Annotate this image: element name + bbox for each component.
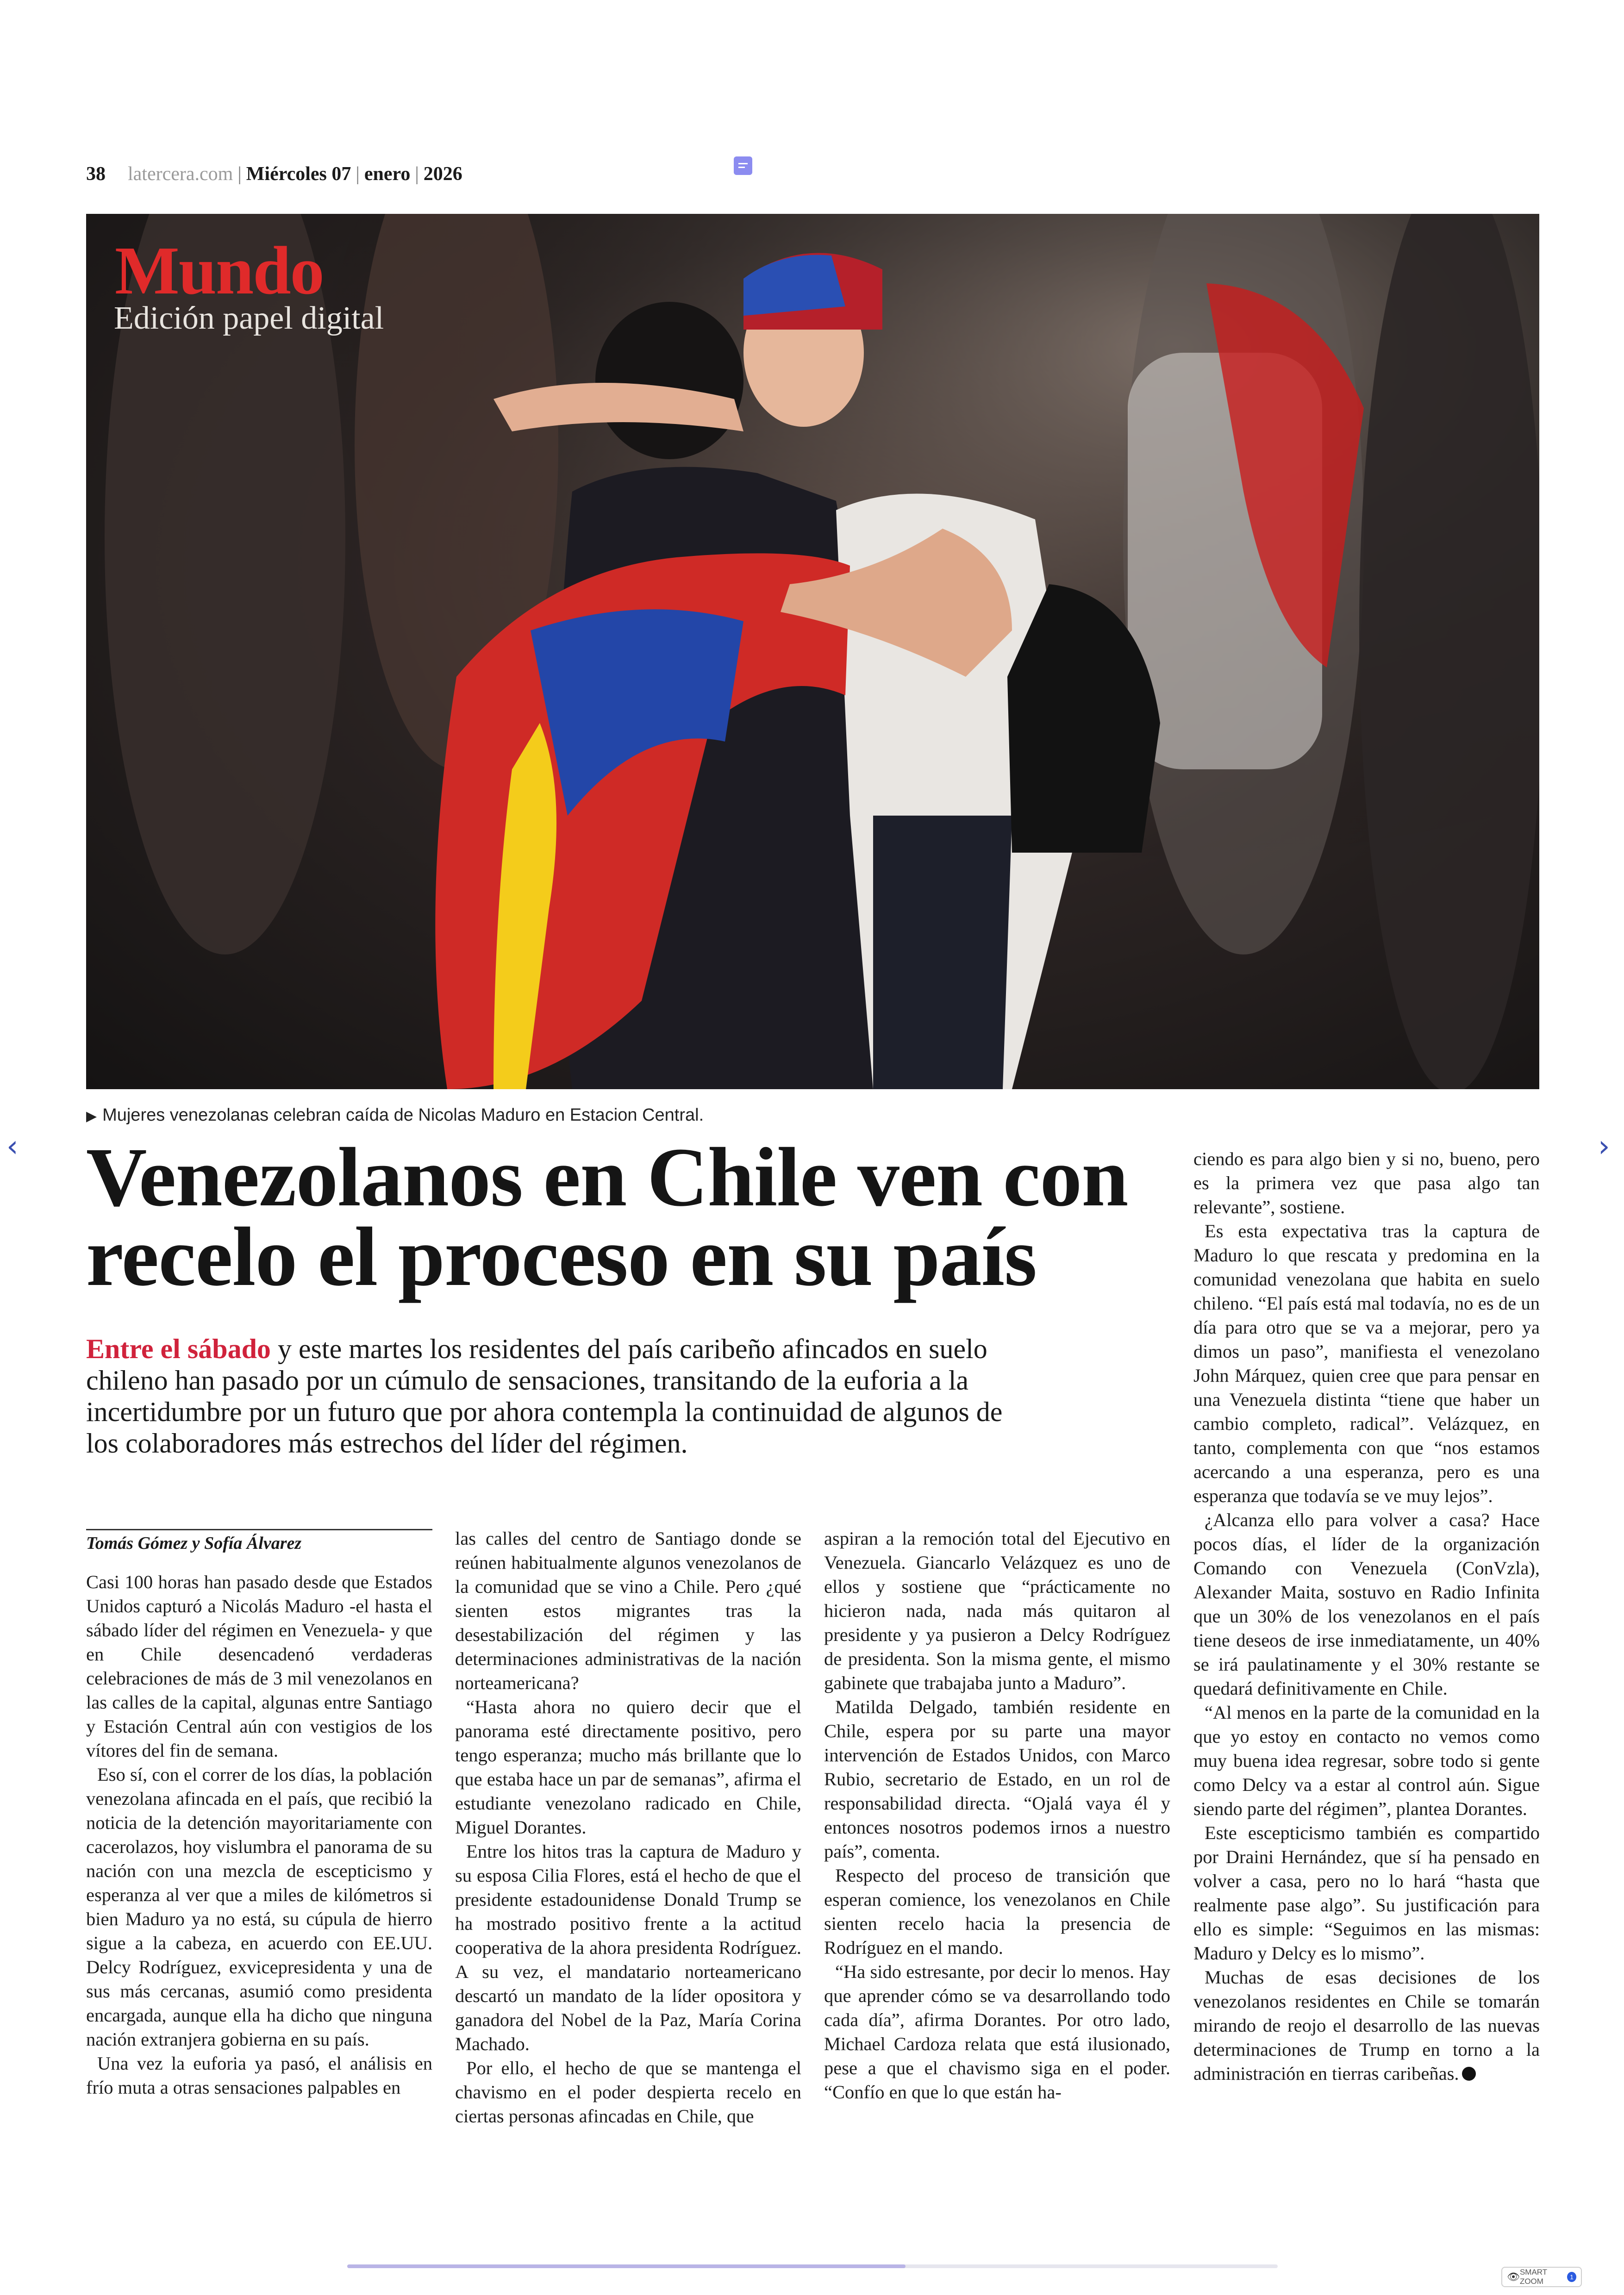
paragraph: Matilda Delgado, también residente en Chile, espera por su parte una mayor intervención de Estados Unidos, con Marco Rubio, secretario de Estado, en un rol de responsabilidad directa. “Ojalá vaya él y entonces nosotros podemos irnos a nuestro país”, comenta. (824, 1696, 1170, 1862)
paragraph: “Al menos en la parte de la comunidad en la que yo estoy en contacto no vemos como muy buena idea regresar, sobre todo si gente como Delcy va a estar al control aún. Sigue siendo parte del régimen”, plantea Dorantes. (1193, 1702, 1540, 1819)
reading-progress-bar[interactable] (347, 2264, 1278, 2268)
header-month: enero (364, 163, 411, 185)
lede-kicker: Entre el sábado (86, 1334, 271, 1364)
photo-caption (86, 1105, 704, 1125)
lead-photo (86, 214, 1539, 1089)
paragraph: Eso sí, con el correr de los días, la población venezolana afincada en el país, que recibió la noticia de la detención mayoritariamente con cacerolazos, hoy vislumbra el panorama de su nación con una mezcla de escepticismo y esperanza al ver que a miles de kilómetros si bien Maduro ya no está, su cúpula de hierro sigue a la cabeza, en acuerdo con EE.UU. Delcy Rodríguez, exvicepresidenta y una de sus más cercanas, asumió como presidenta encargada, aunque ella ha dicho que ninguna nación extranjera gobierna en su país. (86, 1764, 432, 2050)
paragraph: Casi 100 horas han pasado desde que Estados Unidos capturó a Nicolás Maduro -el hasta el sábado líder del régimen en Venezuela- y que en Chile desencadenó verdaderas celebraciones de más de 3 mil venezolanos en las calles de la capital, algunas entre Santiago y Estación Central aún con vestigios de los vítores del fin de semana. (86, 1572, 432, 1761)
paragraph: Respecto del proceso de transición que esperan comience, los venezolanos en Chile sienten recelo hacia la presencia de Rodríguez en el mando. (824, 1865, 1170, 1958)
paragraph: “Hasta ahora no quiero decir que el panorama esté directamente positivo, pero tengo esperanza; mucho más brillante que lo que estaba hace un par de semanas”, afirma el estudiante venezolano radicado en Chile, Miguel Dorantes. (455, 1696, 801, 1838)
caption-triangle-icon: ▶ (86, 1109, 97, 1124)
article-lede (86, 1333, 1031, 1459)
section-label: Mundo (115, 233, 324, 309)
paragraph: “Ha sido estresante, por decir lo menos. Hay que aprender cómo se va desarrollando todo cada día”, afirma Dorantes. Por otro lado, Michael Cardoza relata que está ilusionado, pese a que el chavismo siga en el poder. “Confío en que lo que están ha- (824, 1961, 1170, 2102)
lede-text: y este martes los residentes del país caribeño afincados en suelo chileno han pasado por un cúmulo de sensaciones, transitando de la euforia a la incertidumbre por un futuro que por ahora contempla la continuidad de algunos de los colaboradores más estrechos del líder del régimen. (86, 1334, 1003, 1459)
end-mark-icon (1462, 2067, 1476, 2081)
paragraph: ciendo es para algo bien y si no, bueno, pero es la primera vez que pasa algo tan relevante”, sostiene. (1193, 1148, 1540, 1217)
reading-progress-fill (347, 2264, 906, 2268)
note-icon[interactable] (734, 156, 752, 175)
eye-icon: 👁 (1507, 2271, 1520, 2283)
paragraph: Es esta expectativa tras la captura de Maduro lo que rescata y predomina en la comunidad venezolana que habita en suelo chileno. “El país está mal todavía, no es de un día para otro que se va a mejorar, pero ya dimos un paso”, manifiesta el venezolano John Márquez, quien cree que para pensar en una Venezuela distinta “tiene que haber un cambio completo, radical”. Velázquez, en tanto, complementa con que “nos estamos acercando a una esperanza, pero es una esperanza que todavía se ve muy lejos”. (1193, 1221, 1540, 1506)
paragraph: aspiran a la remoción total del Ejecutivo en Venezuela. Giancarlo Velázquez es uno de ellos y sostiene que “prácticamente no hicieron nada, nada más quitaron al presidente y ya pusieron a Delcy Rodríguez de presidenta. Son la misma gente, el mismo gabinete que trabajaba junto a Maduro”. (824, 1528, 1170, 1693)
header-separator: | (415, 163, 419, 185)
photo-illustration (86, 214, 1539, 1089)
byline-rule (86, 1529, 432, 1530)
body-column-3 (824, 1527, 1170, 2104)
body-column-1 (86, 1570, 432, 2100)
next-page-arrow-icon[interactable]: › (1598, 1129, 1610, 1164)
paragraph-text: Muchas de esas decisiones de los venezolanos residentes en Chile se tomarán mirando de reojo el desarrollo de las nuevas determinaciones de Trump en torno a la administración en tierras caribeñas. (1193, 1967, 1540, 2084)
header-separator: | (237, 163, 242, 185)
paragraph: Por ello, el hecho de que se mantenga el chavismo en el poder despierta recelo en ciertas personas afincadas en Chile, que (455, 2058, 801, 2127)
site-name: latercera.com (128, 163, 233, 185)
previous-page-arrow-icon[interactable]: ‹ (6, 1129, 19, 1164)
header-weekday-date: Miércoles 07 (246, 163, 351, 185)
byline: Tomás Gómez y Sofía Álvarez (86, 1534, 302, 1553)
edition-label: Edición papel digital (114, 300, 384, 336)
header-separator: | (356, 163, 360, 185)
caption-text: Mujeres venezolanas celebran caída de Nicolas Maduro en Estacion Central. (102, 1105, 704, 1125)
smart-zoom-badge: 1 (1567, 2272, 1576, 2282)
paragraph: Este escepticismo también es compartido por Draini Hernández, que sí ha pensado en volver a casa, pero no lo hará “hasta que realmente pase algo”. Su justificación para ello es simple: “Seguimos en las mismas: Maduro y Delcy es lo mismo”. (1193, 1822, 1540, 1964)
article-headline: Venezolanos en Chile ven con recelo el proceso en su país (86, 1131, 1128, 1303)
smart-zoom-button[interactable] (1501, 2267, 1582, 2287)
paragraph: las calles del centro de Santiago donde se reúnen habitualmente algunos venezolanos de la comunidad que se vino a Chile. Pero ¿qué sienten estos migrantes tras la desestabilización del régimen y las determinaciones administrativas de la nación norteamericana? (455, 1528, 801, 1693)
header-year: 2026 (423, 163, 462, 185)
paragraph: Una vez la euforia ya pasó, el análisis en frío muta a otras sensaciones palpables en (86, 2053, 432, 2098)
paragraph: Entre los hitos tras la captura de Maduro y su esposa Cilia Flores, está el hecho de que el presidente estadounidense Donald Trump se ha mostrado positivo frente a la actitud cooperativa de la ahora presidenta Rodríguez. A su vez, el mandatario norteamericano descartó un mandato de la líder opositora y ganadora del Nobel de la Paz, María Corina Machado. (455, 1841, 801, 2054)
paragraph: ¿Alcanza ello para volver a casa? Hace pocos días, el líder de la organización Comando con Venezuela (ConVzla), Alexander Maita, sostuvo en Radio Infinita que un 30% de los venezolanos en el país tiene deseos de irse inmediatamente, un 40% se irá paulatinamente y el 30% restante se quedará definitivamente en Chile. (1193, 1509, 1540, 1699)
body-column-2 (455, 1527, 801, 2128)
paragraph-final (1193, 1965, 1540, 2086)
page-number: 38 (86, 163, 106, 185)
smart-zoom-label: SMART ZOOM (1519, 2268, 1547, 2286)
page-header (86, 160, 462, 188)
body-column-4 (1193, 1147, 1540, 2086)
